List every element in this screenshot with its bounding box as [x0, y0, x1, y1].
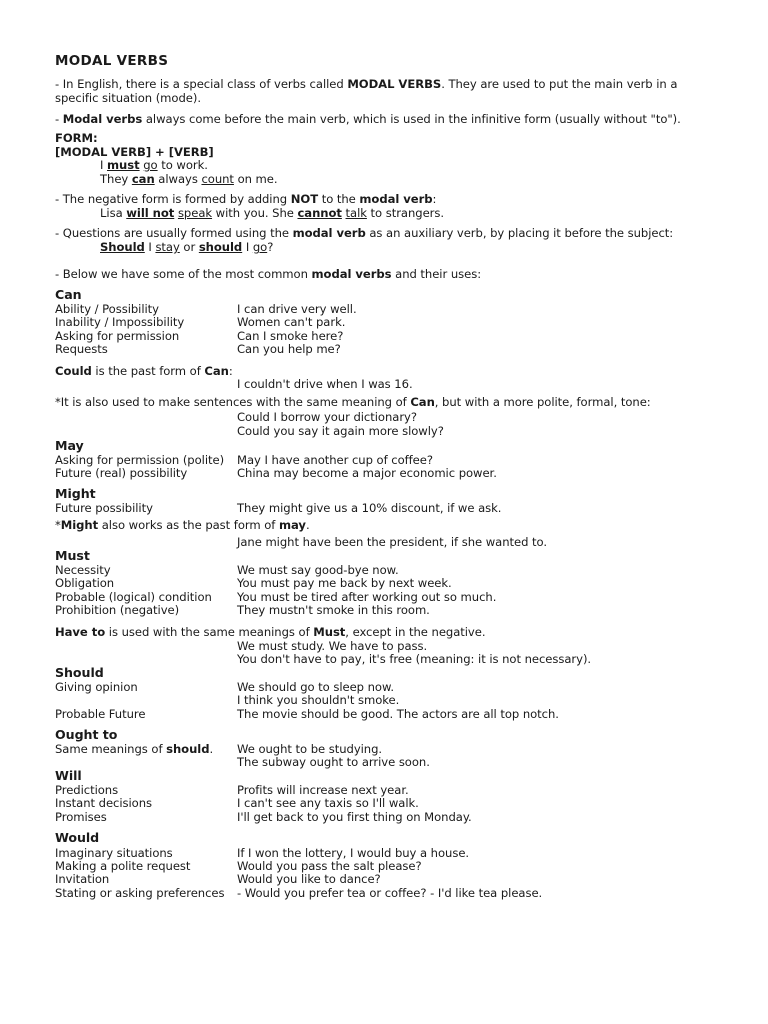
must-example-1: We must say good-bye now.: [237, 563, 399, 577]
bold-text-fragment: should: [166, 742, 210, 756]
text-fragment: on me.: [233, 172, 278, 186]
text-fragment: also works as the past form of: [98, 518, 279, 532]
text-fragment: always come before the main verb, which is used in the infinitive form (usually without "to").: [142, 112, 681, 126]
text-fragment: :: [228, 364, 233, 378]
can-use-3: Asking for permission: [55, 329, 180, 343]
will-use-1: Predictions: [55, 783, 119, 797]
must-example-3: You must be tired after working out so much.: [237, 590, 497, 604]
could-example-2: Could I borrow your dictionary?: [237, 410, 417, 424]
section-heading-should: Should: [55, 665, 104, 680]
will-example-1: Profits will increase next year.: [237, 783, 409, 797]
bold-text-fragment: Modal verbs: [62, 112, 143, 126]
questions-example: [100, 240, 273, 254]
must-use-3: Probable (logical) condition: [55, 590, 212, 604]
have-to-intro: [55, 625, 485, 639]
must-use-4: Prohibition (negative): [55, 603, 180, 617]
should-use-2: Probable Future: [55, 707, 146, 721]
underlined-text-fragment: speak: [177, 206, 213, 220]
will-use-2: Instant decisions: [55, 796, 153, 810]
ought-to-example-2: The subway ought to arrive soon.: [237, 755, 430, 769]
may-example-2: China may become a major economic power.: [237, 466, 497, 480]
underlined-text-fragment: will not: [126, 206, 175, 220]
negative-form-line: [55, 192, 436, 206]
bold-text-fragment: Could: [55, 364, 92, 378]
text-fragment: .: [305, 518, 310, 532]
must-example-4: They mustn't smoke in this room.: [237, 603, 430, 617]
section-heading-ought-to: Ought to: [55, 727, 118, 742]
should-use-1: Giving opinion: [55, 680, 138, 694]
text-fragment: Lisa: [100, 206, 127, 220]
text-fragment: I: [144, 240, 156, 254]
underlined-text-fragment: stay: [155, 240, 180, 254]
can-use-1: Ability / Possibility: [55, 302, 159, 316]
might-note: [55, 518, 310, 532]
have-to-example-2: You don't have to pay, it's free (meaning: it is not necessary).: [237, 652, 592, 666]
bold-text-fragment: Have to: [55, 625, 106, 639]
text-fragment: They: [100, 172, 132, 186]
text-fragment: to the: [318, 192, 360, 206]
document-title: MODAL VERBS: [55, 53, 169, 69]
could-note: [55, 395, 651, 409]
can-example-2: Women can't park.: [237, 315, 346, 329]
text-fragment: Same meanings of: [55, 742, 167, 756]
text-fragment: , but with a more polite, formal, tone:: [434, 395, 651, 409]
text-fragment: - Questions are usually formed using the: [55, 226, 293, 240]
form-label: FORM:: [55, 131, 98, 145]
text-fragment: *: [55, 518, 61, 532]
text-fragment: and their uses:: [391, 267, 482, 281]
can-use-2: Inability / Impossibility: [55, 315, 185, 329]
can-example-1: I can drive very well.: [237, 302, 357, 316]
would-use-4: Stating or asking preferences: [55, 886, 225, 900]
could-example-1: I couldn't drive when I was 16.: [237, 377, 413, 391]
text-fragment: .: [209, 742, 214, 756]
ought-to-example-1: We ought to be studying.: [237, 742, 383, 756]
bold-text-fragment: Can: [204, 364, 229, 378]
form-example-1: [100, 158, 208, 172]
would-example-2: Would you pass the salt please?: [237, 859, 422, 873]
should-example-2: I think you shouldn't smoke.: [237, 693, 400, 707]
text-fragment: . They are used to put the main verb in a: [441, 77, 678, 91]
section-heading-will: Will: [55, 768, 82, 783]
questions-line: [55, 226, 673, 240]
bold-text-fragment: modal verb: [359, 192, 433, 206]
text-fragment: always: [154, 172, 202, 186]
underlined-text-fragment: must: [107, 158, 140, 172]
bold-text-fragment: may: [278, 518, 306, 532]
might-use-1: Future possibility: [55, 501, 153, 515]
might-example-1: They might give us a 10% discount, if we ask.: [237, 501, 502, 515]
text-fragment: with you. She: [212, 206, 298, 220]
should-example-1: We should go to sleep now.: [237, 680, 394, 694]
will-use-3: Promises: [55, 810, 107, 824]
bold-text-fragment: Must: [313, 625, 346, 639]
section-heading-must: Must: [55, 548, 90, 563]
negative-form-example: [100, 206, 444, 220]
bold-text-fragment: MODAL VERBS: [347, 77, 442, 91]
underlined-text-fragment: cannot: [297, 206, 342, 220]
underlined-text-fragment: go: [252, 240, 268, 254]
will-example-3: I'll get back to you first thing on Monday.: [237, 810, 472, 824]
can-example-4: Can you help me?: [237, 342, 341, 356]
would-use-1: Imaginary situations: [55, 846, 173, 860]
can-use-4: Requests: [55, 342, 108, 356]
text-fragment: , except in the negative.: [345, 625, 486, 639]
text-fragment: - The negative form is formed by adding: [55, 192, 291, 206]
text-fragment: :: [432, 192, 437, 206]
could-intro: [55, 364, 233, 378]
bold-text-fragment: Can: [410, 395, 435, 409]
text-fragment: is the past form of: [91, 364, 205, 378]
underlined-text-fragment: should: [198, 240, 243, 254]
underlined-text-fragment: Should: [100, 240, 145, 254]
would-example-1: If I won the lottery, I would buy a house.: [237, 846, 470, 860]
bold-text-fragment: modal verbs: [311, 267, 392, 281]
may-example-1: May I have another cup of coffee?: [237, 453, 433, 467]
text-fragment: *It is also used to make sentences with the same meaning of: [55, 395, 411, 409]
should-example-3: The movie should be good. The actors are all top notch.: [237, 707, 559, 721]
section-heading-may: May: [55, 438, 84, 453]
text-fragment: or: [179, 240, 199, 254]
text-fragment: -: [55, 112, 63, 126]
must-example-2: You must pay me back by next week.: [237, 576, 452, 590]
bold-text-fragment: modal verb: [292, 226, 366, 240]
text-fragment: is used with the same meanings of: [105, 625, 314, 639]
could-example-3: Could you say it again more slowly?: [237, 424, 444, 438]
text-fragment: I: [242, 240, 253, 254]
ought-to-use: [55, 742, 213, 756]
section-heading-would: Would: [55, 830, 100, 845]
have-to-example-1: We must study. We have to pass.: [237, 639, 428, 653]
bold-text-fragment: Might: [60, 518, 99, 532]
underlined-text-fragment: go: [143, 158, 158, 172]
must-use-1: Necessity: [55, 563, 111, 577]
underlined-text-fragment: talk: [345, 206, 367, 220]
will-example-2: I can't see any taxis so I'll walk.: [237, 796, 419, 810]
intro-paragraph-1-line-2: specific situation (mode).: [55, 91, 201, 105]
section-heading-might: Might: [55, 486, 96, 501]
may-use-1: Asking for permission (polite): [55, 453, 225, 467]
would-use-3: Invitation: [55, 872, 110, 886]
text-fragment: to strangers.: [366, 206, 445, 220]
form-formula: [MODAL VERB] + [VERB]: [55, 145, 214, 159]
underlined-text-fragment: count: [201, 172, 234, 186]
text-fragment: as an auxiliary verb, by placing it before the subject:: [365, 226, 674, 240]
must-use-2: Obligation: [55, 576, 115, 590]
text-fragment: to work.: [157, 158, 208, 172]
may-use-2: Future (real) possibility: [55, 466, 188, 480]
form-example-2: [100, 172, 278, 186]
would-example-4: - Would you prefer tea or coffee? - I'd like tea please.: [237, 886, 543, 900]
common-modals-intro: [55, 267, 481, 281]
text-fragment: ?: [267, 240, 274, 254]
can-example-3: Can I smoke here?: [237, 329, 344, 343]
intro-paragraph-2: [55, 112, 681, 126]
might-example-2: Jane might have been the president, if she wanted to.: [237, 535, 547, 549]
bold-text-fragment: NOT: [290, 192, 319, 206]
section-heading-can: Can: [55, 287, 82, 302]
underlined-text-fragment: can: [131, 172, 155, 186]
would-example-3: Would you like to dance?: [237, 872, 381, 886]
text-fragment: - Below we have some of the most common: [55, 267, 312, 281]
text-fragment: I: [100, 158, 108, 172]
intro-paragraph-1: [55, 77, 677, 91]
would-use-2: Making a polite request: [55, 859, 191, 873]
text-fragment: - In English, there is a special class of verbs called: [55, 77, 348, 91]
